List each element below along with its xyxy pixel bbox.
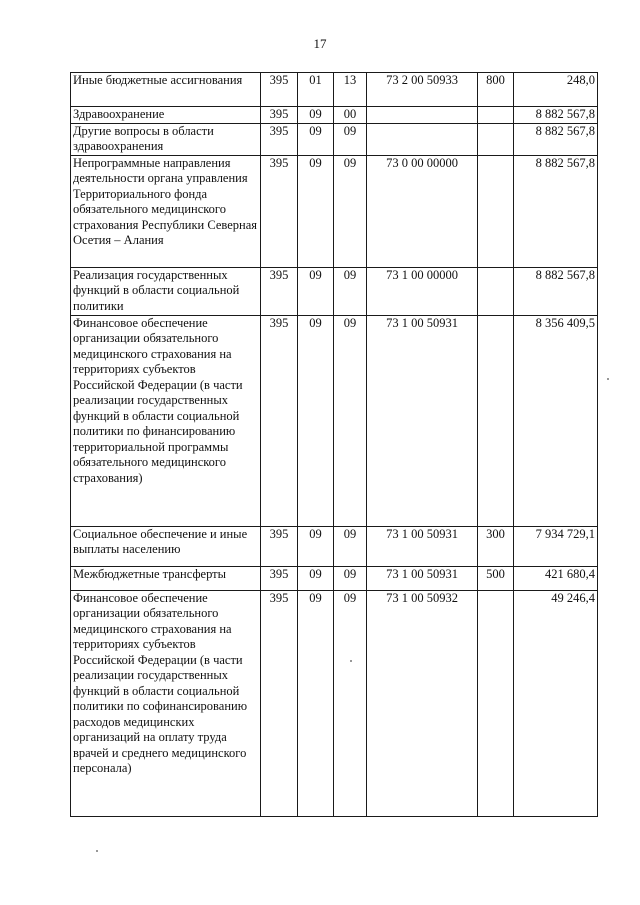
amount: 8 882 567,8 [514, 155, 598, 267]
table-row [71, 315, 598, 526]
expense-type-code [478, 267, 514, 315]
subsection-code: 09 [334, 526, 367, 566]
grbs-code: 395 [261, 123, 298, 155]
target-article-code: 73 1 00 00000 [367, 267, 478, 315]
table-row [71, 267, 598, 315]
section-code: 09 [298, 155, 334, 267]
grbs-code: 395 [261, 526, 298, 566]
table-row [71, 123, 598, 155]
grbs-code: 395 [261, 267, 298, 315]
grbs-code: 395 [261, 315, 298, 526]
section-code: 01 [298, 73, 334, 107]
item-name: Реализация государственных функций в области социальной политики [71, 267, 261, 315]
section-code: 09 [298, 566, 334, 590]
table-row [71, 107, 598, 124]
subsection-code: 09 [334, 267, 367, 315]
subsection-code: 09 [334, 590, 367, 816]
scan-speck [350, 660, 352, 662]
expense-type-code [478, 107, 514, 124]
target-article-code: 73 1 00 50931 [367, 315, 478, 526]
item-name: Межбюджетные трансферты [71, 566, 261, 590]
section-code: 09 [298, 123, 334, 155]
subsection-code: 09 [334, 155, 367, 267]
item-name: Социальное обеспечение и иные выплаты населению [71, 526, 261, 566]
target-article-code [367, 123, 478, 155]
target-article-code: 73 1 00 50931 [367, 526, 478, 566]
expense-type-code [478, 590, 514, 816]
amount: 421 680,4 [514, 566, 598, 590]
grbs-code: 395 [261, 107, 298, 124]
expense-type-code [478, 155, 514, 267]
scan-speck [607, 378, 609, 380]
target-article-code: 73 1 00 50931 [367, 566, 478, 590]
amount: 7 934 729,1 [514, 526, 598, 566]
table-row [71, 155, 598, 267]
target-article-code: 73 1 00 50932 [367, 590, 478, 816]
amount: 248,0 [514, 73, 598, 107]
section-code: 09 [298, 315, 334, 526]
subsection-code: 13 [334, 73, 367, 107]
section-code: 09 [298, 107, 334, 124]
table-row [71, 73, 598, 107]
grbs-code: 395 [261, 566, 298, 590]
expense-type-code [478, 123, 514, 155]
table-row [71, 566, 598, 590]
section-code: 09 [298, 526, 334, 566]
section-code: 09 [298, 267, 334, 315]
target-article-code [367, 107, 478, 124]
target-article-code: 73 0 00 00000 [367, 155, 478, 267]
grbs-code: 395 [261, 155, 298, 267]
expense-type-code: 500 [478, 566, 514, 590]
amount: 8 882 567,8 [514, 107, 598, 124]
expense-type-code [478, 315, 514, 526]
subsection-code: 00 [334, 107, 367, 124]
item-name: Иные бюджетные ассигнования [71, 73, 261, 107]
item-name: Финансовое обеспечение организации обязательного медицинского страхования на территориях субъектов Российской Федерации (в части реализации государственных функций в области социальной политики по финансированию территориальной программы обязательного медицинского страхования) [71, 315, 261, 526]
grbs-code: 395 [261, 590, 298, 816]
amount: 8 356 409,5 [514, 315, 598, 526]
subsection-code: 09 [334, 315, 367, 526]
amount: 8 882 567,8 [514, 267, 598, 315]
item-name: Здравоохранение [71, 107, 261, 124]
target-article-code: 73 2 00 50933 [367, 73, 478, 107]
item-name: Другие вопросы в области здравоохранения [71, 123, 261, 155]
page-number: 17 [313, 36, 327, 51]
amount: 8 882 567,8 [514, 123, 598, 155]
scan-speck [96, 850, 98, 852]
expense-type-code: 800 [478, 73, 514, 107]
grbs-code: 395 [261, 73, 298, 107]
section-code: 09 [298, 590, 334, 816]
expense-type-code: 300 [478, 526, 514, 566]
table-row [71, 526, 598, 566]
item-name: Непрограммные направления деятельности органа управления Территориального фонда обязательного медицинского страхования Республики Северная Осетия – Алания [71, 155, 261, 267]
subsection-code: 09 [334, 566, 367, 590]
amount: 49 246,4 [514, 590, 598, 816]
item-name: Финансовое обеспечение организации обязательного медицинского страхования на территориях субъектов Российской Федерации (в части реализации государственных функций в области социальной политики по софинансированию расходов медицинских организаций на оплату труда врачей и среднего медицинского персонала) [71, 590, 261, 816]
table-row [71, 590, 598, 816]
budget-table [70, 72, 598, 817]
subsection-code: 09 [334, 123, 367, 155]
